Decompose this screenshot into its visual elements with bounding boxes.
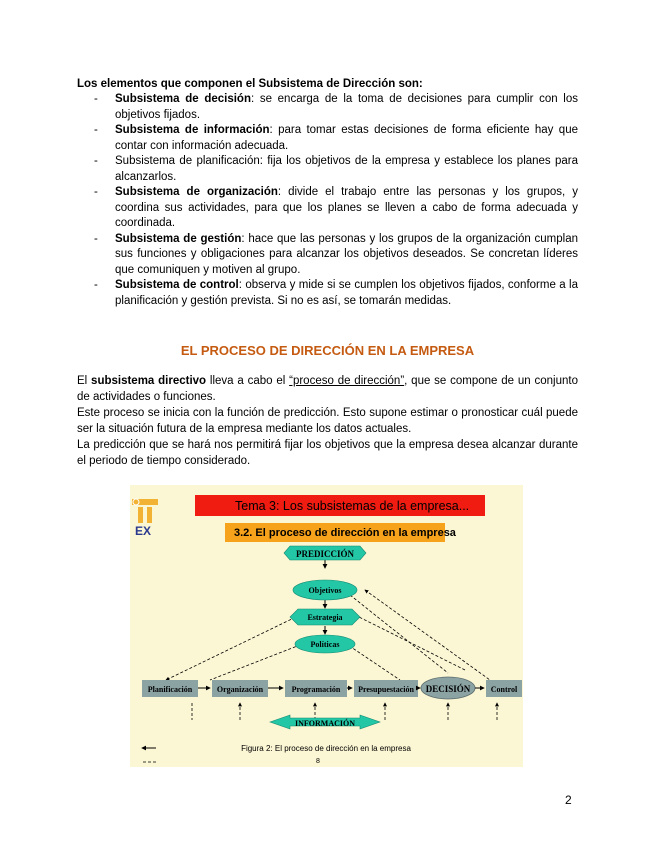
estrategia-label: Estrategia — [307, 613, 343, 622]
section-heading: EL PROCESO DE DIRECCIÓN EN LA EMPRESA — [180, 343, 475, 358]
subsystem-name: Subsistema de decisión — [115, 93, 251, 105]
text-run: lleva a cabo el — [206, 375, 290, 387]
text-run: , que se compone de un conjunto de actividades o funciones. — [77, 375, 578, 403]
subsystem-name: Subsistema de información — [115, 124, 270, 136]
bullet-dash: - — [94, 232, 98, 245]
text-run: El — [77, 375, 92, 387]
subsystem-name: Subsistema de gestión — [115, 232, 242, 245]
organizacion-label: Organización — [216, 685, 264, 694]
subsystem-list — [94, 92, 578, 309]
paragraph: Este proceso se inicia con la función de predicción. Esto supone estimar o pronosticar cuál puede ser la situación futura de la empresa mediante los datos actuales. — [77, 407, 578, 435]
presupuestacion-label: Presupuestación — [358, 685, 414, 694]
subsystem-description: : observa y mide si se cumplen los objetivos fijados, conforme a la planificación y gestión prevista. Si no es así, se tomarán medidas. — [115, 279, 578, 307]
page-number: 2 — [565, 793, 572, 807]
figure-caption: Figura 2: El proceso de dirección en la empresa — [241, 744, 411, 753]
logo-column-right — [147, 507, 152, 523]
list-item — [94, 123, 578, 154]
politicas-label: Políticas — [310, 640, 340, 649]
list-item — [94, 232, 578, 279]
informacion-label: INFORMACIÓN — [295, 719, 355, 728]
dashed-line — [365, 590, 490, 680]
dashed-line — [166, 615, 300, 680]
quoted-term: “proceso de dirección” — [289, 375, 405, 387]
subsystem-description: Subsistema de planificación: fija los objetivos de la empresa y establece los planes para alcanzarlos. — [115, 155, 578, 183]
logo-text: EX — [135, 524, 152, 538]
dashed-line — [210, 643, 305, 680]
intro-title: Los elementos que componen el Subsistema de Dirección son: — [77, 78, 423, 90]
subsystem-name: Subsistema de control — [115, 279, 239, 291]
control-label: Control — [490, 685, 518, 694]
bullet-dash: - — [94, 186, 98, 198]
bullet-dash: - — [94, 279, 98, 291]
subsystem-description: : para tomar estas decisiones de forma eficiente hay que contar con información adecuada. — [115, 124, 578, 152]
process-diagram — [130, 485, 523, 767]
list-item — [94, 278, 578, 309]
banner-subtitle: 3.2. El proceso de dirección en la empresa — [234, 527, 456, 539]
subsystem-description: : divide el trabajo entre las personas y los grupos, y coordina sus actividades, para que los planes se lleven a cabo de forma adecuada y coordinada. — [115, 186, 578, 229]
subsystem-name: Subsistema de organización — [115, 186, 278, 198]
body-text — [77, 373, 578, 469]
process-diagram-figure — [130, 485, 523, 767]
bullet-dash: - — [94, 124, 98, 136]
dashed-line — [350, 595, 448, 673]
university-logo — [132, 499, 158, 538]
paragraph — [77, 373, 578, 405]
figure-inner-page-number: 8 — [316, 758, 320, 765]
decision-label: DECISIÓN — [425, 684, 471, 694]
subsystem-description: : hace que las personas y los grupos de la organización cumplan sus funciones y obligaciones para alcanzar los objetivos deseados. Se concretan líderes que comuniquen y motiven al grupo. — [115, 232, 578, 276]
logo-column-left — [138, 507, 143, 523]
banner-title: Tema 3: Los subsistemas de la empresa... — [235, 499, 470, 513]
subsystem-description: : se encarga de la toma de decisiones para cumplir con los objetivos fijados. — [115, 93, 578, 121]
planificacion-label: Planificación — [147, 685, 193, 694]
bullet-dash: - — [94, 155, 98, 167]
paragraph: La predicción que se hará nos permitirá fijar los objetivos que la empresa desea alcanzar durante el periodo de tiempo considerado. — [77, 439, 578, 467]
prediccion-label: PREDICCIÓN — [295, 549, 355, 559]
list-item — [94, 154, 578, 185]
list-item — [94, 92, 578, 123]
bold-term: subsistema directivo — [91, 375, 207, 387]
bullet-dash: - — [94, 93, 98, 105]
dashed-line — [345, 643, 400, 680]
list-item — [94, 185, 578, 232]
programacion-label: Programación — [291, 685, 341, 694]
objetivos-label: Objetivos — [308, 586, 342, 595]
logo-capital — [132, 499, 158, 505]
